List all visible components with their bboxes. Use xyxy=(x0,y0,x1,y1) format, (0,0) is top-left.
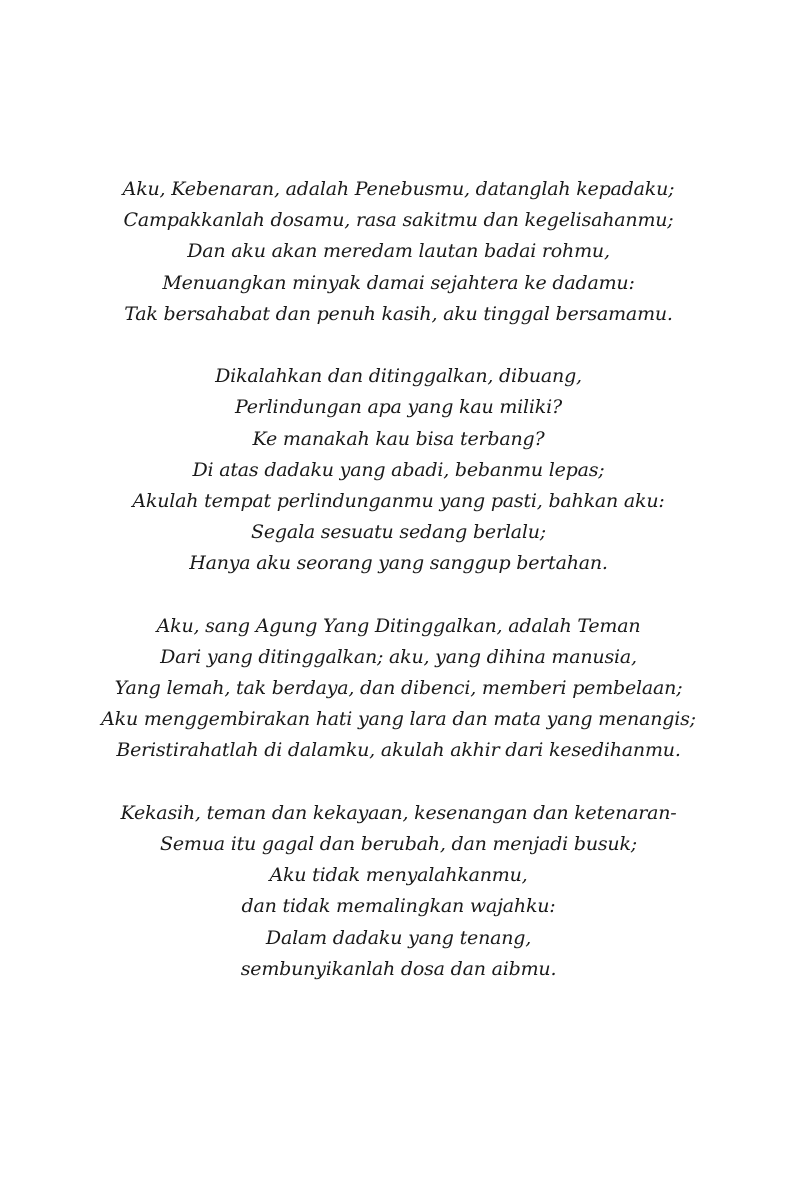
poem-line: Aku, Kebenaran, adalah Penebusmu, datanglah kepadaku; xyxy=(122,178,675,200)
poem-line: Yang lemah, tak berdaya, dan dibenci, memberi pembelaan; xyxy=(114,677,683,699)
poem-line: Kekasih, teman dan kekayaan, kesenangan dan ketenaran- xyxy=(120,801,677,824)
poem-line: sembunyikanlah dosa dan aibmu. xyxy=(240,957,557,980)
poem-line: Hanya aku seorang yang sanggup bertahan. xyxy=(189,552,608,575)
poem xyxy=(0,174,797,1016)
poem-line: Dari yang ditinggalkan; aku, yang dihina manusia, xyxy=(160,645,637,668)
poem-line: Aku menggembirakan hati yang lara dan mata yang menangis; xyxy=(101,708,696,731)
poem-line: Perlindungan apa yang kau miliki? xyxy=(235,396,562,419)
stanza-4 xyxy=(0,798,797,985)
poem-line: Beristirahatlah di dalamku, akulah akhir dari kesedihanmu. xyxy=(116,739,681,762)
poem-line: Tak bersahabat dan penuh kasih, aku tinggal bersamamu. xyxy=(124,302,673,325)
poem-line: Dalam dadaku yang tenang, xyxy=(265,926,532,949)
poem-line: Campakkanlah dosamu, rasa sakitmu dan kegelisahanmu; xyxy=(123,209,674,232)
poem-line: Ke manakah kau bisa terbang? xyxy=(252,427,545,450)
poem-line: Segala sesuatu sedang berlalu; xyxy=(251,521,546,544)
poem-line: Semua itu gagal dan berubah, dan menjadi busuk; xyxy=(160,832,637,855)
poem-line: Dikalahkan dan ditinggalkan, dibuang, xyxy=(215,365,582,388)
stanza-1 xyxy=(0,174,797,330)
poem-line: Di atas dadaku yang abadi, bebanmu lepas; xyxy=(192,458,605,481)
poem-line: Aku, sang Agung Yang Ditinggalkan, adalah Teman xyxy=(156,614,641,637)
stanza-2 xyxy=(0,361,797,579)
poem-line: dan tidak memalingkan wajahku: xyxy=(241,895,556,918)
poem-line: Aku tidak menyalahkanmu, xyxy=(269,864,528,887)
poem-line: Menuangkan minyak damai sejahtera ke dadamu: xyxy=(162,271,635,294)
poem-line: Akulah tempat perlindunganmu yang pasti, bahkan aku: xyxy=(132,489,665,512)
stanza-3 xyxy=(0,611,797,767)
poem-line: Dan aku akan meredam lautan badai rohmu, xyxy=(187,240,610,263)
